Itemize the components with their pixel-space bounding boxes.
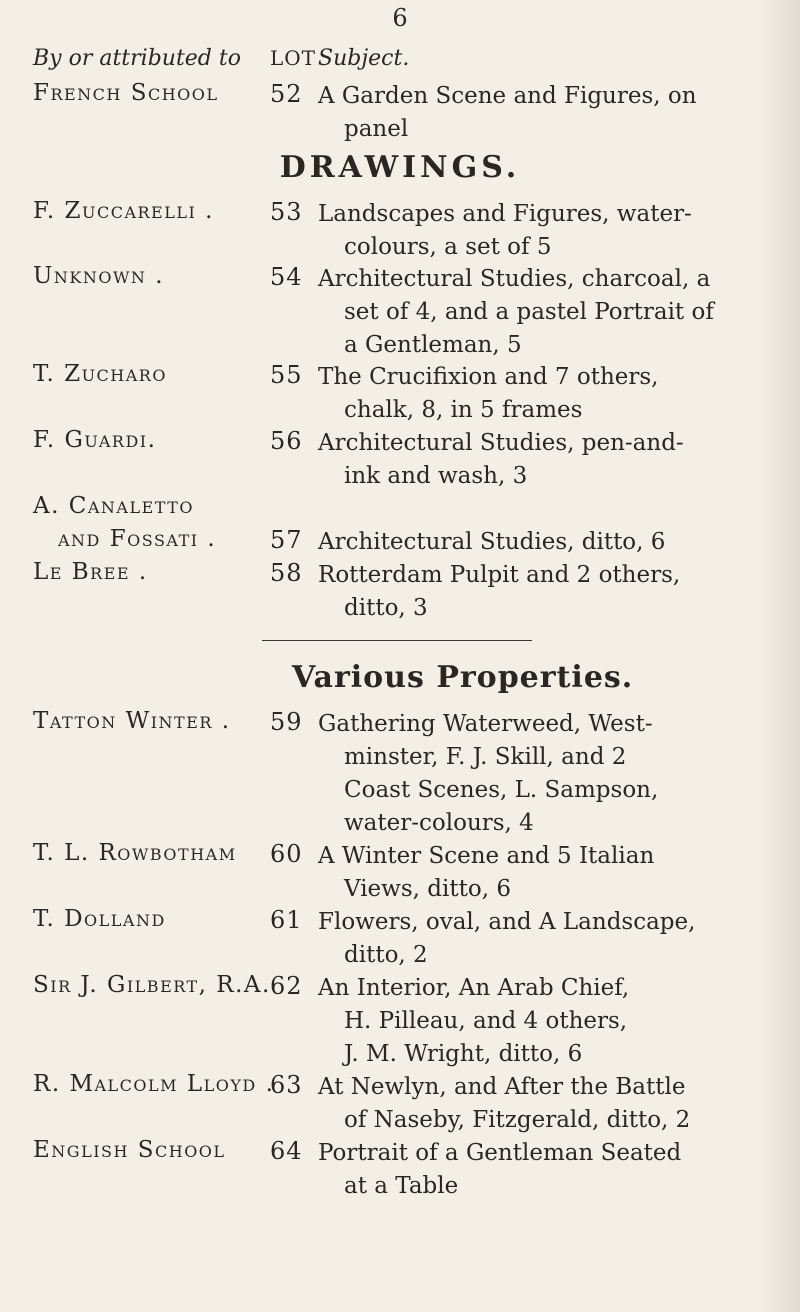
- lot-subject: Architectural Studies, ditto, 6: [318, 529, 666, 555]
- lot-subject: Architectural Studies, pen-and- ink and wash, 3: [318, 430, 684, 489]
- section-title-various: Various Properties.: [292, 660, 634, 695]
- lot-number: 59: [270, 708, 303, 736]
- lot-subject: Landscapes and Figures, water- colours, a set of 5: [318, 201, 692, 260]
- lot-subject: A Garden Scene and Figures, on panel: [318, 83, 697, 142]
- lot-number: 63: [270, 1071, 303, 1099]
- lot-subject: At Newlyn, and After the Battle of Naseby, Fitzgerald, ditto, 2: [318, 1074, 691, 1133]
- lot-number: 57: [270, 526, 303, 554]
- artist-name: Sir J. Gilbert, R.A.: [33, 972, 271, 998]
- artist-name: T. Dolland: [33, 906, 166, 932]
- artist-name: T. Zucharo: [33, 361, 167, 387]
- artist-name: Unknown .: [33, 263, 165, 289]
- lot-subject: A Winter Scene and 5 Italian Views, ditto, 6: [318, 843, 655, 902]
- section-title-drawings: DRAWINGS.: [279, 150, 521, 185]
- artist-name: F. Zuccarelli .: [33, 198, 214, 224]
- lot-number: 53: [270, 198, 303, 226]
- artist-name: F. Guardi.: [33, 427, 157, 453]
- lot-subject: An Interior, An Arab Chief, H. Pilleau, and 4 others, J. M. Wright, ditto, 6: [318, 975, 630, 1067]
- lot-number: 62: [270, 972, 303, 1000]
- lot-subject: Rotterdam Pulpit and 2 others, ditto, 3: [318, 562, 681, 621]
- artist-name: T. L. Rowbotham: [33, 840, 237, 866]
- section-divider: [262, 640, 532, 641]
- artist-name: R. Malcolm Lloyd .: [33, 1071, 275, 1097]
- lot-subject: The Crucifixion and 7 others, chalk, 8, in 5 frames: [318, 364, 659, 423]
- artist-name: French School: [33, 80, 219, 106]
- lot-subject: Portrait of a Gentleman Seated at a Table: [318, 1140, 682, 1199]
- artist-name-continued: and Fossati .: [58, 526, 217, 552]
- lot-subject: Flowers, oval, and A Landscape, ditto, 2: [318, 909, 696, 968]
- artist-name: Tatton Winter .: [33, 708, 231, 734]
- lot-number: 58: [270, 559, 303, 587]
- lot-subject: Architectural Studies, charcoal, a set of 4, and a pastel Portrait of a Gentleman, 5: [318, 266, 714, 358]
- lot-number: 52: [270, 80, 303, 108]
- page-number: 6: [392, 4, 408, 32]
- lot-number: 55: [270, 361, 303, 389]
- lot-subject: Gathering Waterweed, West- minster, F. J. Skill, and 2 Coast Scenes, L. Sampson, water-colours, 4: [318, 711, 659, 836]
- artist-name: Le Bree .: [33, 559, 148, 585]
- header-lot: LOT: [270, 46, 317, 70]
- lot-number: 64: [270, 1137, 303, 1165]
- lot-number: 61: [270, 906, 303, 934]
- artist-name: A. Canaletto: [33, 493, 195, 519]
- lot-number: 56: [270, 427, 303, 455]
- lot-number: 60: [270, 840, 303, 868]
- artist-name: English School: [33, 1137, 226, 1163]
- page-edge-shadow: [760, 0, 800, 1312]
- lot-number: 54: [270, 263, 303, 291]
- header-subject: Subject.: [318, 46, 410, 71]
- header-attributed: By or attributed to: [33, 46, 241, 71]
